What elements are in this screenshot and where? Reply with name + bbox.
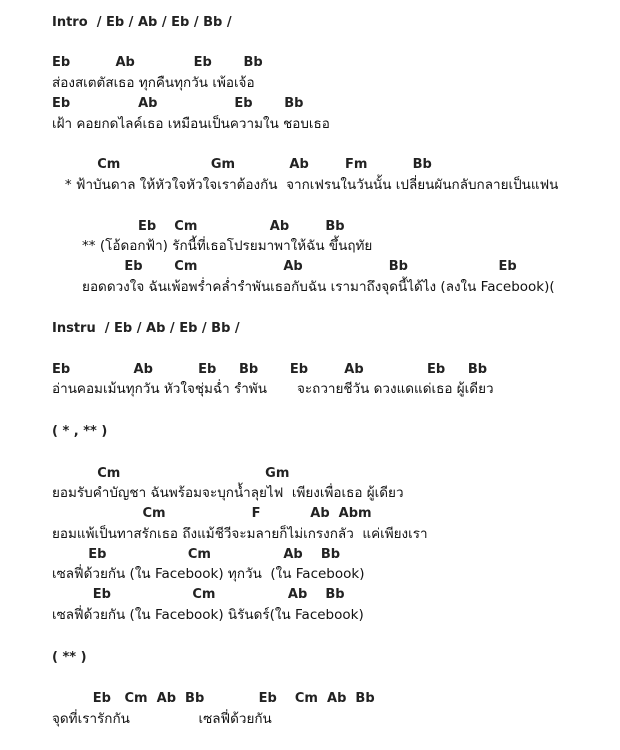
intro-line: Intro / Eb / Ab / Eb / Bb /	[52, 15, 232, 30]
lyric-line: * ฟ้าบันดาล ให้หัวใจหัวใจเราต้องกัน จากเฟรนในวันนั้น เปลี่ยนผันกลับกลายเป็นแฟน	[52, 177, 559, 193]
chord-line: Eb Cm Ab Bb	[52, 587, 345, 602]
chord-line: Cm Gm	[52, 466, 290, 481]
lyric-line: เซลฟี่ด้วยกัน (ใน Facebook) ทุกวัน (ใน Facebook)	[52, 566, 365, 582]
lyric-line: ยอมแพ้เป็นทาสรักเธอ ถึงแม้ชีวีจะมลายก็ไม่เกรงกลัว แค่เพียงเรา	[52, 526, 428, 542]
chord-line: Eb Cm Ab Bb Eb Cm Ab Bb	[52, 691, 375, 706]
chord-line: Cm Gm Ab Fm Bb	[52, 157, 432, 172]
lyric-line: อ่านคอมเม้นทุกวัน หัวใจชุ่มฉ่ำ รำพัน จะถวายชีวัน ดวงแดแด่เธอ ผู้เดียว	[52, 381, 494, 397]
lyric-line: จุดที่เรารักกัน เซลฟี่ด้วยกัน	[52, 711, 272, 727]
chord-line: Eb Cm Ab Bb	[52, 219, 345, 234]
repeat-marker: ( ** )	[52, 650, 87, 665]
chord-line: Eb Ab Eb Bb	[52, 55, 263, 70]
lyric-line: ยอดดวงใจ ฉันเพ้อพร่ำคล่ำรำพันเธอกับฉัน เรามาถึงจุดนี้ได้ไง (ลงใน Facebook)(	[52, 279, 555, 295]
chord-line: Eb Ab Eb Bb Eb Ab Eb Bb	[52, 362, 488, 377]
lyric-line: เฝ้า คอยกดไลค์เธอ เหมือนเป็นความใน ชอบเธอ	[52, 116, 330, 132]
lyric-line: ยอมรับคำบัญชา ฉันพร้อมจะบุกน้ำลุยไฟ เพียงเพื่อเธอ ผู้เดียว	[52, 485, 404, 501]
chord-line: Eb Ab Eb Bb	[52, 96, 304, 111]
chord-line: Cm F Ab Abm	[52, 506, 372, 521]
repeat-marker: ( * , ** )	[52, 424, 108, 439]
lyric-line: ** (โอ้ดอกฟ้า) รักนี้ที่เธอโปรยมาพาให้ฉัน ขึ้นฤทัย	[52, 238, 373, 254]
lyric-line: เซลฟี่ด้วยกัน (ใน Facebook) นิรันดร์(ใน Facebook)	[52, 607, 364, 623]
chord-line: Eb Cm Ab Bb	[52, 547, 341, 562]
instru-line: Instru / Eb / Ab / Eb / Bb /	[52, 321, 240, 336]
chord-line: Eb Cm Ab Bb Eb	[52, 259, 517, 274]
lyric-line: ส่องสเตตัสเธอ ทุกคืนทุกวัน เพ้อเจ้อ	[52, 75, 255, 91]
